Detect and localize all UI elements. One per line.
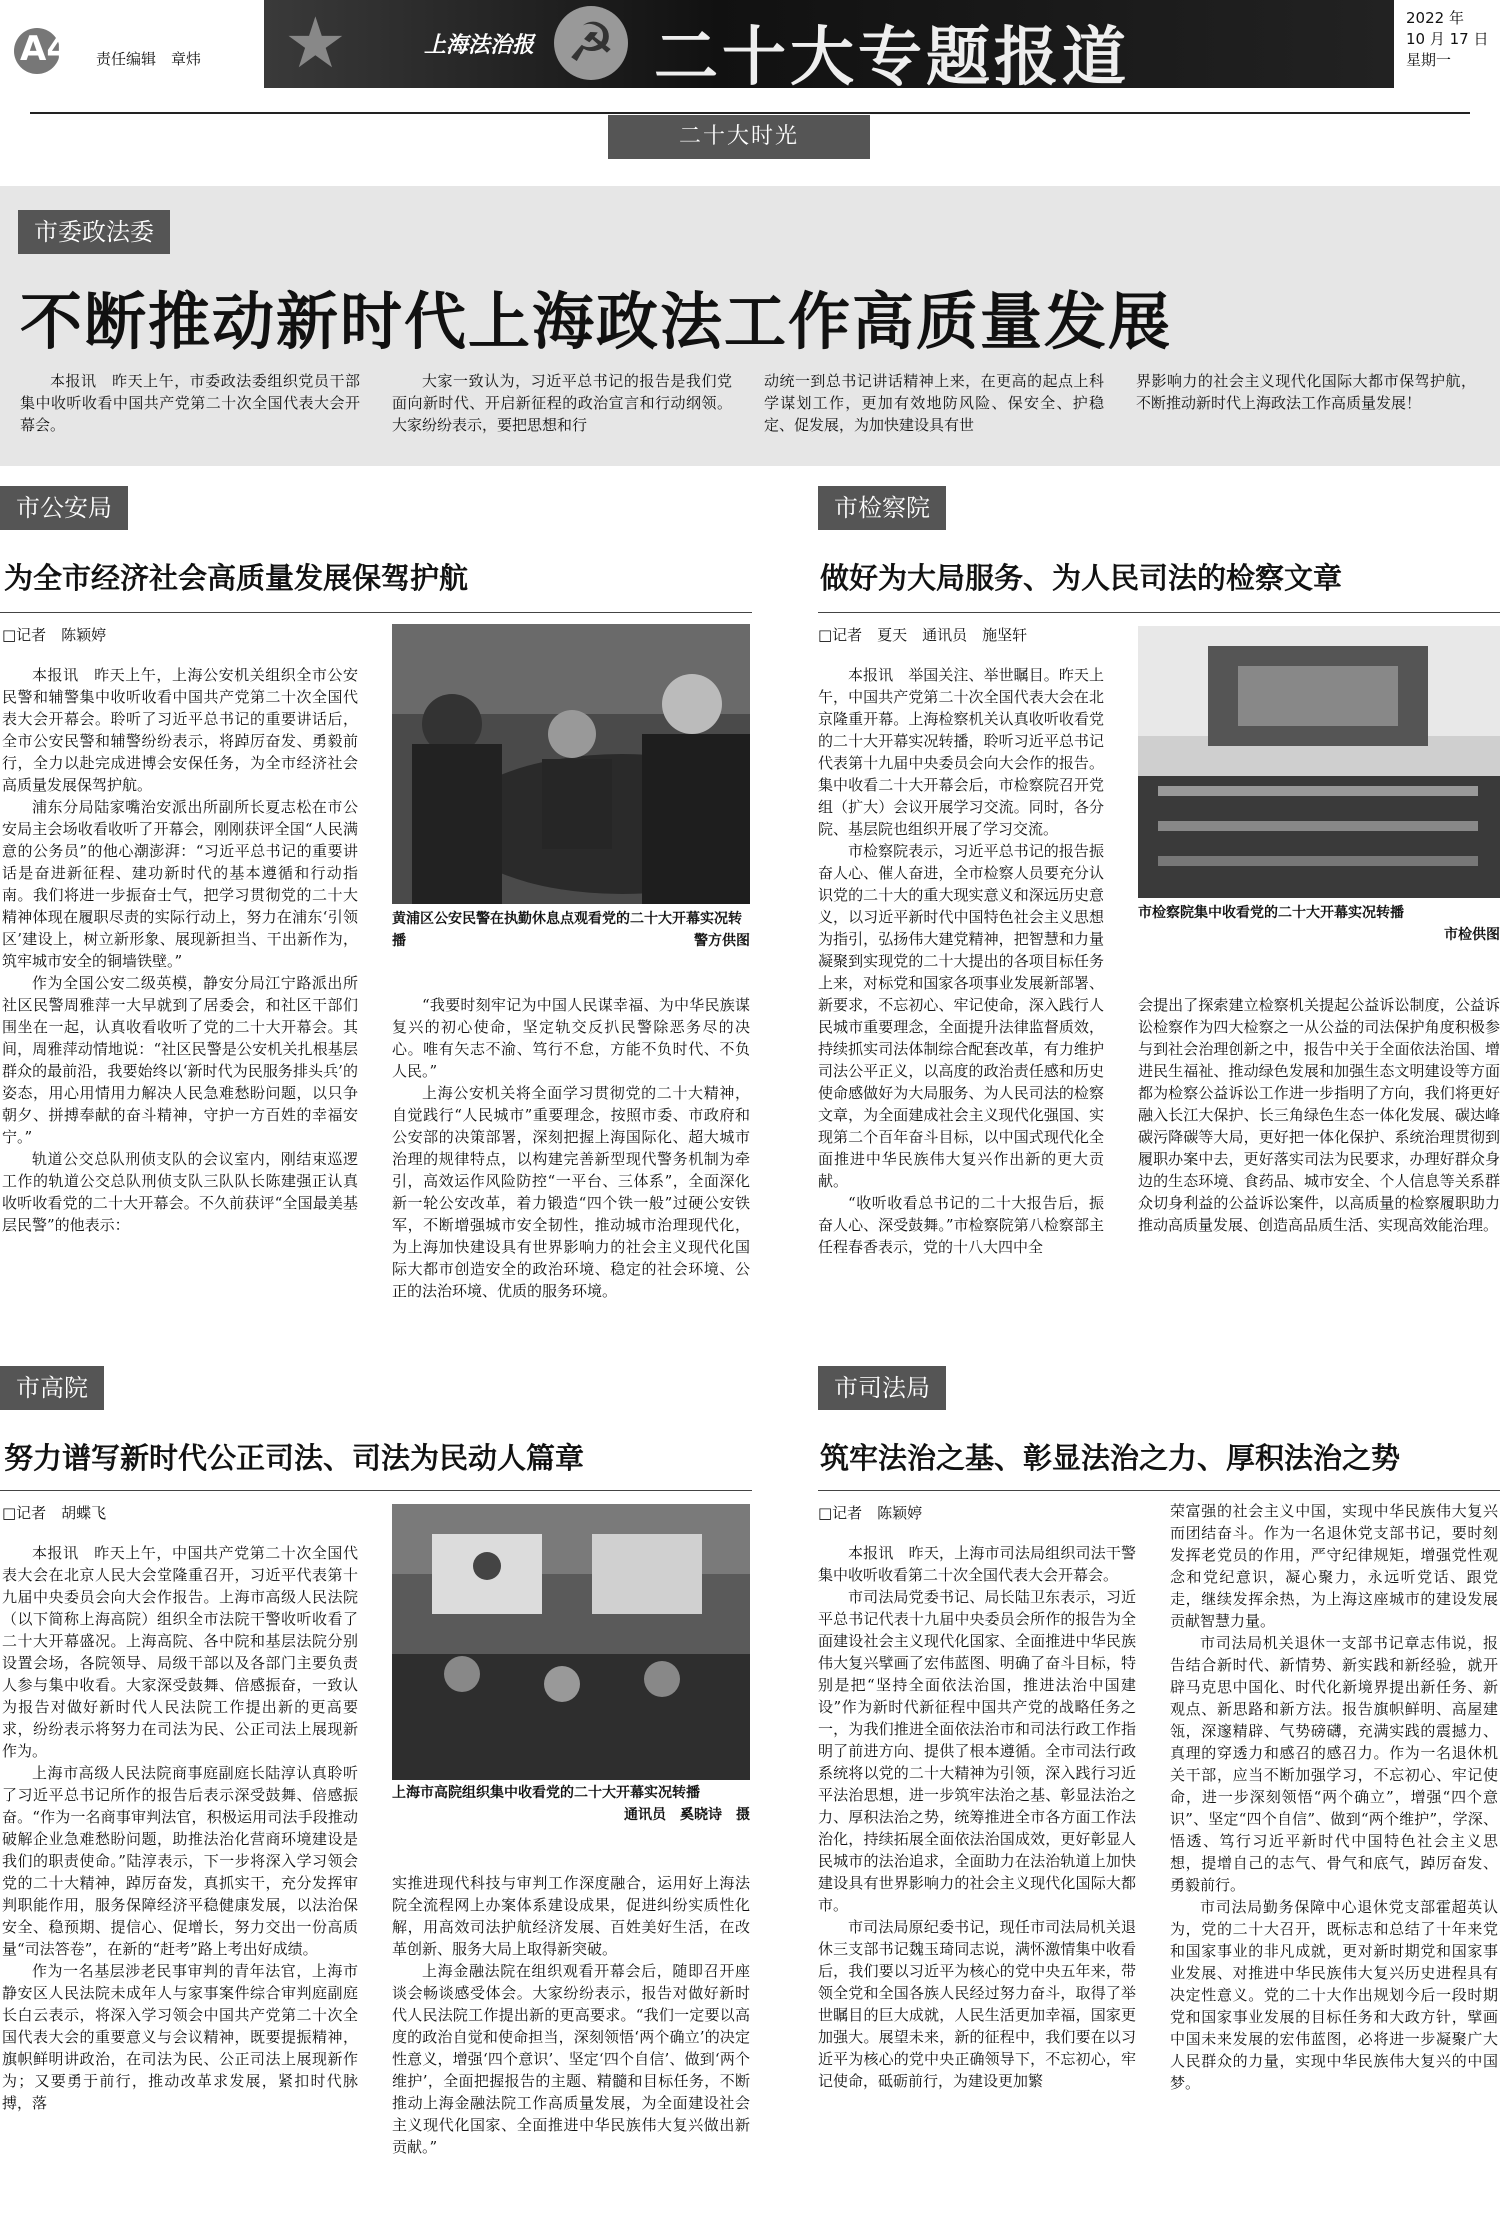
procuratorate-rule [818,612,1500,613]
court-rule [0,1490,752,1491]
column-tag: 二十大时光 [608,115,870,159]
procuratorate-headline: 做好为大局服务、为人民司法的检察文章 [820,561,1343,595]
justice-rule [818,1490,1500,1491]
justice-tag: 市司法局 [818,1366,946,1410]
police-byline: □记者 陈颖婷 [2,626,107,644]
weekday: 星期一 [1406,51,1452,69]
newspaper-logo: 上海法治报 [424,32,535,58]
justice-col-left: 本报讯 昨天，上海市司法局组织司法干警集中收听收看第二十次全国代表大会开幕会。 市司法局党委书记、局长陆卫东表示，习近平总书记代表十九届中央委员会所作的报告为全面建设社会主义现代化国家、全面推进中华民族伟大复兴擘画了宏伟蓝图、明确了奋斗目标，特别是把“坚持全面依法治国，推进法治中国建设”作为新时代新征程中国共产党的战略任务之一，为我们推进全面依法治市和司法行政工作指明了前进方向、提供了根本遵循。全市司法行政系统将以党的二十大精神为引领，深入践行习近平法治思想，进一步筑牢法治之基、彰显法治之力、厚积法治之势，统筹推进全市各方面工作法治化，持续拓展全面依法治国成效，更好彰显人民城市的法治追求，全面助力在法治轨道上加快建设具有世界影响力的社会主义现代化国际大都市。 市司法局原纪委书记，现任市司法局机关退休三支部书记魏玉琦同志说，满怀激情集中收看后，我们要以习近平为核心的党中央五年来，带领全党和全国各族人民经过努力奋斗，取得了举世瞩目的巨大成就，人民生活更加幸福，国家更加强大。展望未来，新的征程中，我们要在以习近平为核心的党中央正确领导下，不忘初心，牢记使命，砥砺前行，为建设更加繁 [818,1544,1136,2090]
banner-title: 二十大专题报道 [654,21,1130,88]
court-byline: □记者 胡蝶飞 [2,1504,107,1522]
police-photo [392,624,750,904]
police-photo-image [392,624,750,904]
lead-headline: 不断推动新时代上海政法工作高质量发展 [20,285,1173,358]
lead-col-2: 大家一致认为，习近平总书记的报告是我们党面向新时代、开启新征程的政治宣言和行动纲领。大家纷纷表示，要把思想和行 [392,372,732,434]
procuratorate-tag: 市检察院 [818,486,946,530]
police-col-left: 本报讯 昨天上午，上海公安机关组织全市公安民警和辅警集中收听收看中国共产党第二十次全国代表大会开幕会。聆听了习近平总书记的重要讲话后，全市公安民警和辅警纷纷表示，将踔厉奋发、勇毅前行，全力以赴完成进博会安保任务，为全市经济社会高质量发展保驾护航。 浦东分局陆家嘴治安派出所副所长夏志松在市公安局主会场收看收听了开幕会，刚刚获评全国“人民满意的公务员”的他心潮澎湃：“习近平总书记的重要讲话是奋进新征程、建功新时代的基本遵循和行动指南。我们将进一步振奋士气，把学习贯彻党的二十大精神体现在履职尽责的实际行动上，努力在浦东‘引领区’建设上，树立新形象、展现新担当、干出新作为，筑牢城市安全的铜墙铁壁。” 作为全国公安二级英模，静安分局江宁路派出所社区民警周雅萍一大早就到了居委会，和社区干部们围坐在一起，认真收看收听了党的二十大开幕会。其间，周雅萍动情地说：“社区民警是公安机关扎根基层群众的最前沿，我要始终以‘新时代为民服务排头兵’的姿态，用心用情用力解决人民急难愁盼问题，以只争朝夕、拼搏奉献的奋斗精神，守护一方百姓的幸福安宁。” 轨道公交总队刑侦支队的会议室内，刚结束巡逻工作的轨道公交总队刑侦支队三队队长陈建强正认真收听收看党的二十大开幕会。不久前获评“全国最美基层民警”的他表示： [2,666,358,1234]
court-photo [392,1504,750,1780]
justice-col-right: 荣富强的社会主义中国，实现中华民族伟大复兴而团结奋斗。作为一名退休党支部书记，要时刻发挥老党员的作用，严守纪律规矩，增强党性观念和党纪意识，凝心聚力，永远听党话、跟党走，继续发挥余热，为上海这座城市的建设发展贡献智慧力量。 市司法局机关退休一支部书记章志伟说，报告结合新时代、新情势、新实践和新经验，就开辟马克思中国化、时代化新境界提出新任务、新观点、新思路和新方法。报告旗帜鲜明、高屋建瓴，深邃精辟、气势磅礴，充满实践的震撼力、真理的穿透力和感召的感召力。作为一名退休机关干部，应当不断加强学习，不忘初心、牢记使命，进一步深刻领悟“两个确立”，增强“四个意识”、坚定“四个自信”、做到“两个维护”，学深、悟透、笃行习近平新时代中国特色社会主义思想，提增自己的志气、骨气和底气，踔厉奋发、勇毅前行。 市司法局勤务保障中心退休党支部霍超英认为，党的二十大召开，既标志和总结了十年来党和国家事业的非凡成就，更对新时期党和国家事业发展、对推进中华民族伟大复兴历史进程具有决定性意义。党的二十大作出规划今后一段时期党和国家事业发展的目标任务和大政方针，擘画中国未来发展的宏伟蓝图，必将进一步凝聚广大人民群众的力量，实现中华民族伟大复兴的中国梦。 [1170,1502,1498,2092]
police-credit: 警方供图 [694,933,750,949]
procuratorate-photo [1138,626,1500,898]
issue-date [1406,8,1488,71]
procuratorate-caption: 市检察院集中收看党的二十大开幕实况转播 市检供图 [1138,902,1500,946]
lead-col-4: 界影响力的社会主义现代化国际大都市保驾护航，不断推动新时代上海政法工作高质量发展！ [1136,372,1476,412]
procuratorate-byline: □记者 夏天 通讯员 施坚轩 [818,626,1028,644]
date-day: 10 月 17 日 [1406,30,1489,48]
procuratorate-col-left: 本报讯 举国关注、举世瞩目。昨天上午，中国共产党第二十次全国代表大会在北京隆重开幕。上海检察机关认真收听收看党的二十大开幕实况转播，聆听习近平总书记代表第十九届中央委员会向大会作的报告。集中收看二十大开幕会后，市检察院召开党组（扩大）会议开展学习交流。同时，各分院、基层院也组织开展了学习交流。 市检察院表示，习近平总书记的报告振奋人心、催人奋进，全市检察人员要充分认识党的二十大的重大现实意义和深远历史意义，以习近平新时代中国特色社会主义思想为指引，弘扬伟大建党精神，把智慧和力量凝聚到实现党的二十大提出的各项目标任务上来，对标党和国家各项事业发展新部署、新要求，不忘初心、牢记使命，深入践行人民城市重要理念，全面提升法律监督质效，持续抓实司法体制综合配套改革，有力维护司法公平正义，以高度的政治责任感和历史使命感做好为大局服务、为人民司法的检察文章，为全面建成社会主义现代化强国、实现第二个百年奋斗目标，以中国式现代化全面推进中华民族伟大复兴作出新的更大贡献。 “收听收看总书记的二十大报告后，振奋人心、深受鼓舞。”市检察院第八检察部主任程春香表示，党的十八大四中全 [818,666,1104,1256]
court-headline: 努力谱写新时代公正司法、司法为民动人篇章 [4,1441,585,1475]
editor-credit: 责任编辑 章炜 [96,50,202,68]
header-left [0,0,262,88]
justice-byline: □记者 陈颖婷 [818,1504,923,1522]
star-icon: ★ [284,2,347,84]
lead-col-1: 本报讯 昨天上午，市委政法委组织党员干部集中收听收看中国共产党第二十次全国代表大会开幕会。 [20,372,360,434]
police-col-right: “我要时刻牢记为中国人民谋幸福、为中华民族谋复兴的初心使命，坚定轨交反扒民警除恶务尽的决心。唯有矢志不渝、笃行不怠，方能不负时代、不负人民。” 上海公安机关将全面学习贯彻党的二十大精神，自觉践行“人民城市”重要理念，按照市委、市政府和公安部的决策部署，深刻把握上海国际化、超大城市治理的规律特点，以构建完善新型现代警务机制为牵引，高效运作风险防控“一平台、三体系”，全面深化新一轮公安改革，着力锻造“四个铁一般”过硬公安铁军，不断增强城市安全韧性，推动城市治理现代化，为上海加快建设具有世界影响力的社会主义现代化国际大都市创造安全的政治环境、稳定的社会环境、公正的法治环境、优质的服务环境。 [392,996,750,1300]
date-year: 2022 年 [1406,9,1464,27]
police-tag: 市公安局 [0,486,128,530]
lead-tag: 市委政法委 [18,210,170,254]
divider [30,112,1470,114]
page-number: A4 [14,28,74,72]
court-col-right: 实推进现代科技与审判工作深度融合，运用好上海法院全流程网上办案体系建设成果，促进纠纷实质性化解，用高效司法护航经济发展、百姓美好生活，在改革创新、服务大局上取得新突破。 上海金融法院在组织观看开幕会后，随即召开座谈会畅谈感受体会。大家纷纷表示，报告对做好新时代人民法院工作提出新的更高要求。“我们一定要以高度的政治自觉和使命担当，深刻领悟‘两个确立’的决定性意义，增强‘四个意识’、坚定‘四个自信’、做到‘两个维护’，全面把握报告的主题、精髓和目标任务，不断推动上海金融法院工作高质量发展，为全面建设社会主义现代化国家、全面推进中华民族伟大复兴做出新贡献。” [392,1874,750,2156]
court-caption: 上海市高院组织集中收看党的二十大开幕实况转播 通讯员 奚晓诗 摄 [392,1782,750,1826]
court-photo-image [392,1504,750,1780]
party-emblem-icon: ☭ [554,6,628,80]
procuratorate-credit: 市检供图 [1444,927,1500,943]
procuratorate-photo-image [1138,626,1500,898]
banner [264,0,1394,88]
court-credit: 通讯员 奚晓诗 摄 [624,1807,750,1823]
justice-headline: 筑牢法治之基、彰显法治之力、厚积法治之势 [820,1441,1401,1475]
police-headline: 为全市经济社会高质量发展保驾护航 [4,561,469,595]
procuratorate-col-right: 会提出了探索建立检察机关提起公益诉讼制度，公益诉讼检察作为四大检察之一从公益的司法保护角度积极参与到社会治理创新之中，报告中关于全面依法治国、增进民生福祉、推动绿色发展和加强生态文明建设等方面都为检察公益诉讼工作进一步指明了方向，我们将更好融入长江大保护、长三角绿色生态一体化发展、碳达峰碳污降碳等大局，更好把一体化保护、系统治理贯彻到履职办案中去，更好落实司法为民要求，办理好群众身边的生态环境、食药品、城市安全、个人信息等关系群众切身利益的公益诉讼案件，以高质量的检察履职助力推动高质量发展、创造高品质生活、实现高效能治理。 [1138,996,1500,1234]
court-tag: 市高院 [0,1366,104,1410]
court-col-left: 本报讯 昨天上午，中国共产党第二十次全国代表大会在北京人民大会堂隆重召开，习近平代表第十九届中央委员会向大会作报告。上海市高级人民法院（以下简称上海高院）组织全市法院干警收听收看了二十大开幕盛况。上海高院、各中院和基层法院分别设置会场，各院领导、局级干部以及各部门主要负责人参与集中收看。大家深受鼓舞、倍感振奋，一致认为报告对做好新时代人民法院工作提出新的更高要求，纷纷表示将努力在司法为民、公正司法上展现新作为。 上海市高级人民法院商事庭副庭长陆淳认真聆听了习近平总书记所作的报告后表示深受鼓舞、倍感振奋。“作为一名商事审判法官，积极运用司法手段推动破解企业急难愁盼问题，助推法治化营商环境建设是我们的职责使命。”陆淳表示，下一步将深入学习领会党的二十大精神，踔厉奋发，真抓实干，充分发挥审判职能作用，服务保障经济平稳健康发展，以法治保安全、稳预期、提信心、促增长，努力交出一份高质量“司法答卷”，在新的“赶考”路上考出好成绩。 作为一名基层涉老民事审判的青年法官，上海市静安区人民法院未成年人与家事案件综合审判庭副庭长白云表示，将深入学习领会中国共产党第二十次全国代表大会的重要意义与会议精神，既要提振精神，旗帜鲜明讲政治，在司法为民、公正司法上展现新作为；又要勇于前行，推动改革求发展，紧扣时代脉搏，落 [2,1544,358,2112]
lead-col-3: 动统一到总书记讲话精神上来，在更高的起点上科学谋划工作，更加有效地防风险、保安全、护稳定、促发展，为加快建设具有世 [764,372,1104,434]
police-rule [0,612,752,613]
police-caption: 黄浦区公安民警在执勤休息点观看党的二十大开幕实况转播 警方供图 [392,908,750,952]
